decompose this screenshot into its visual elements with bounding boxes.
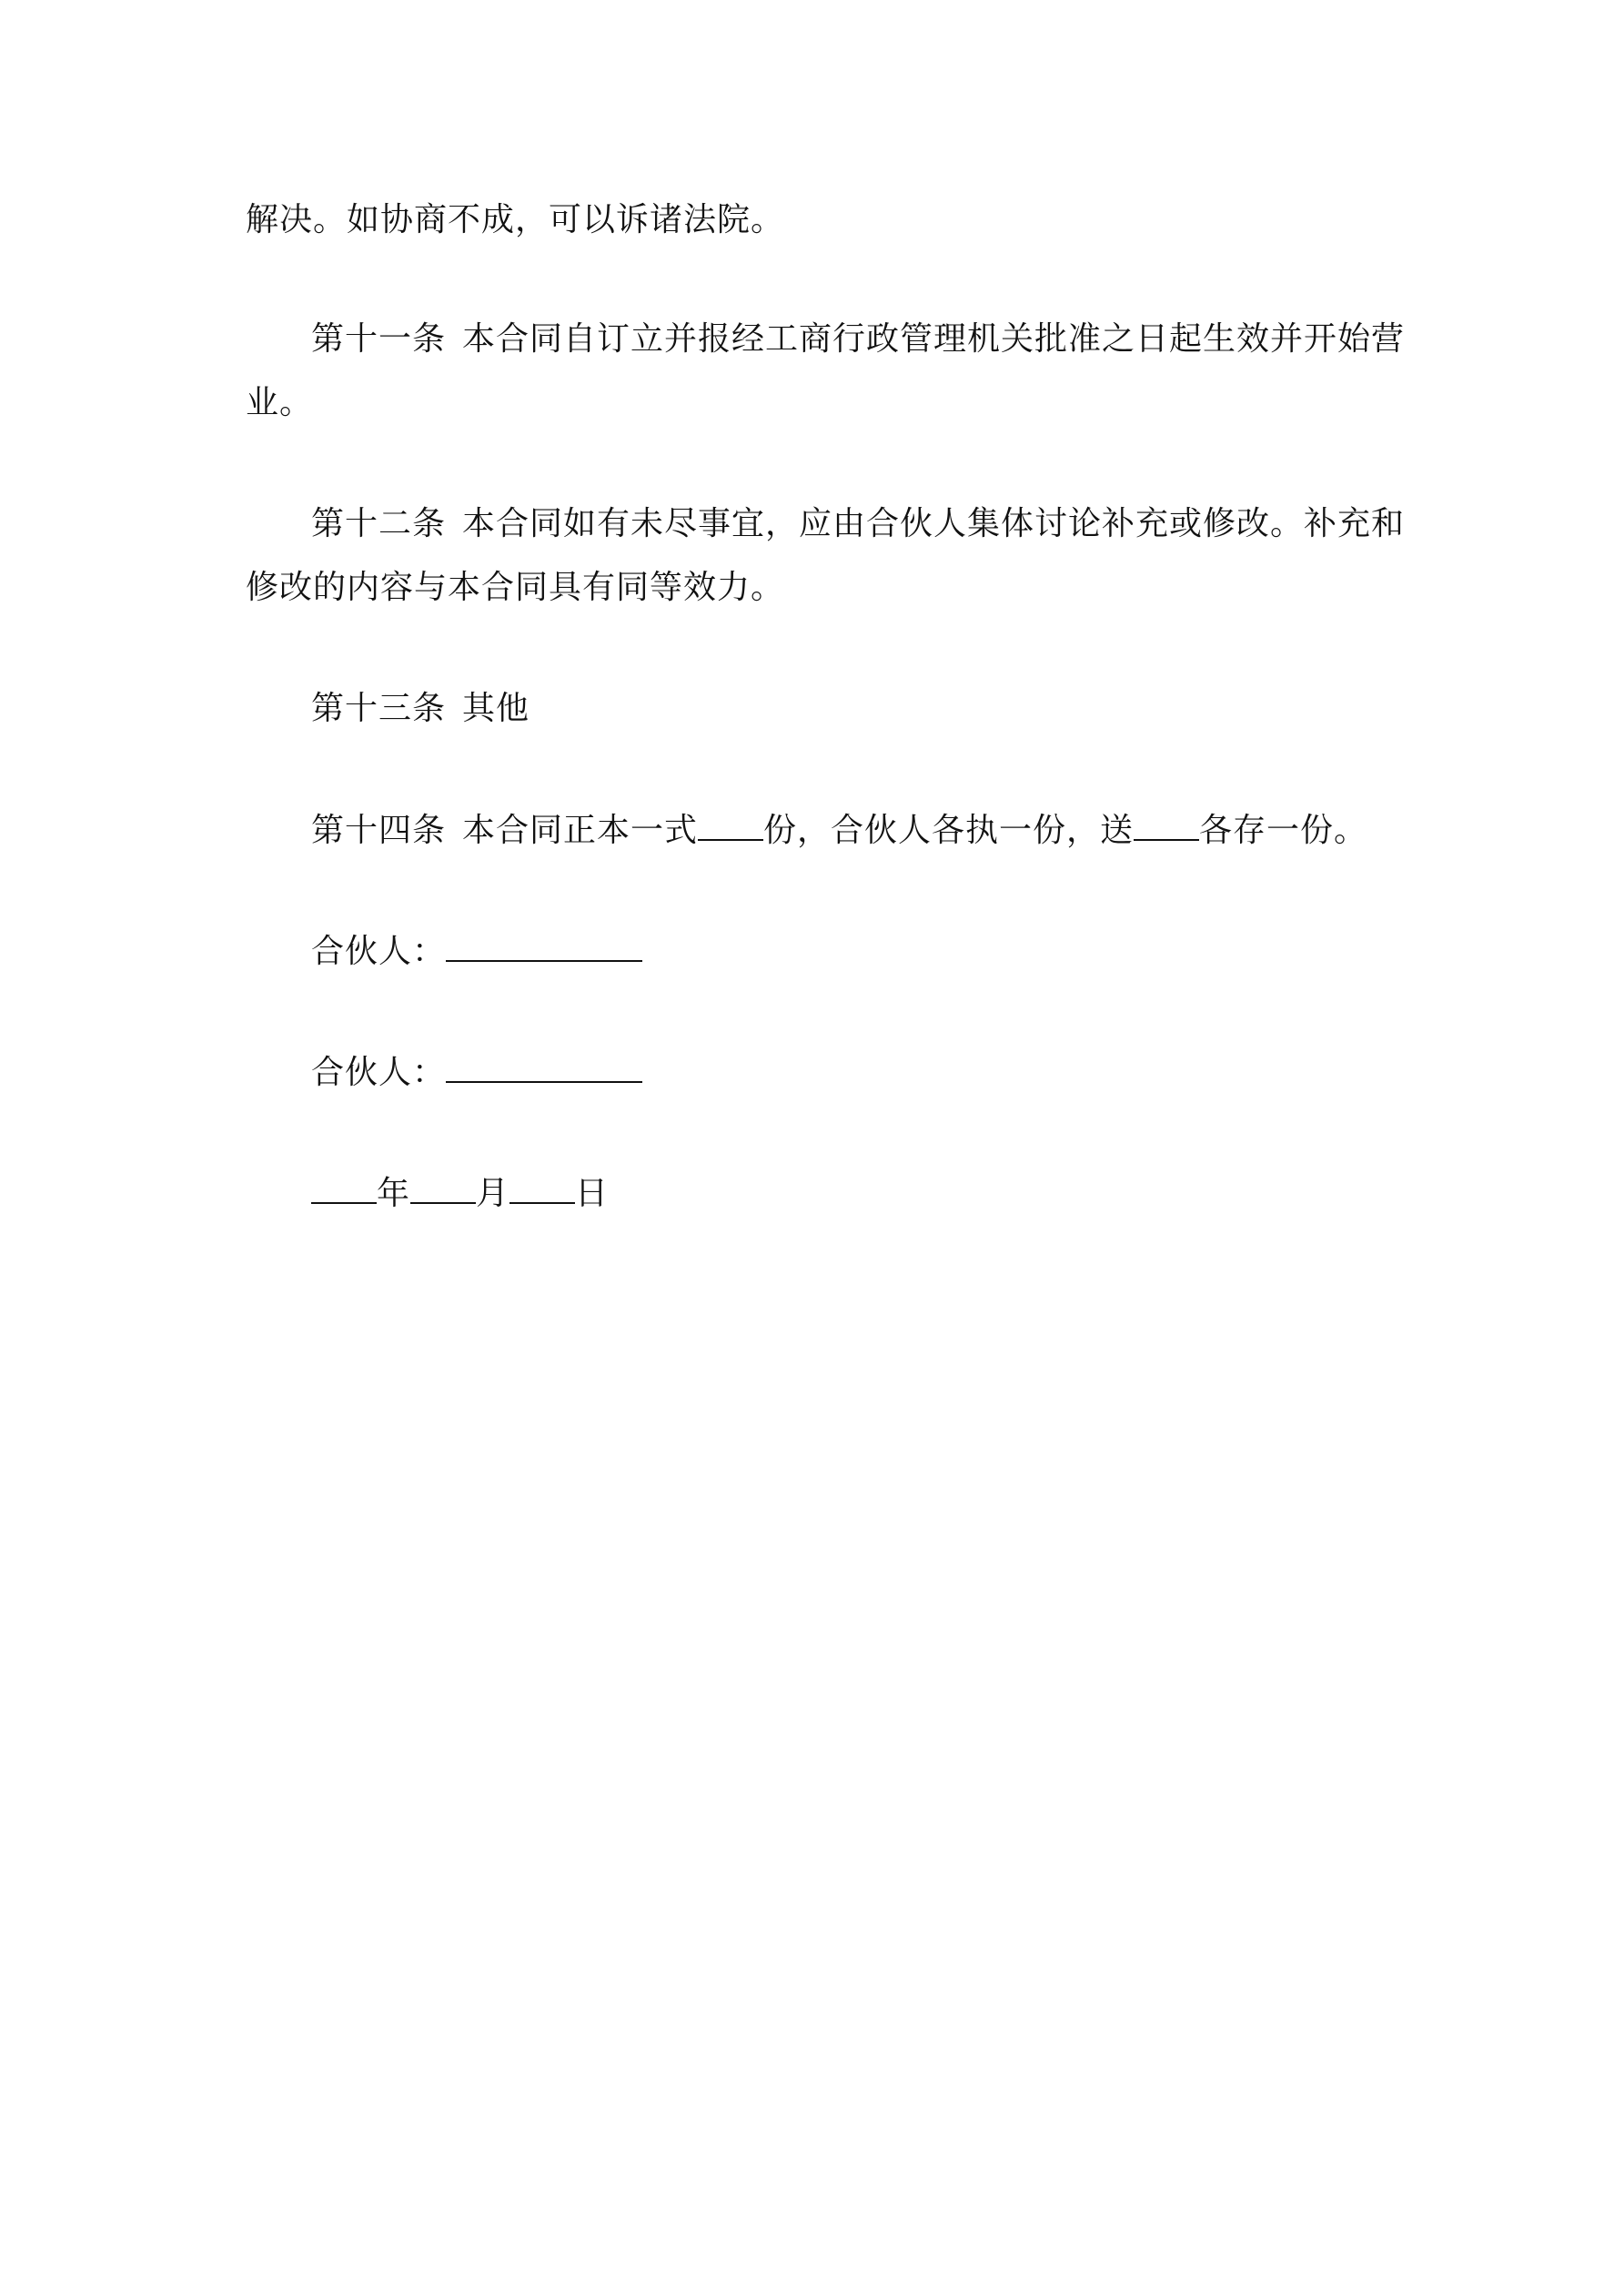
article-11-line2: 业。 xyxy=(246,384,314,421)
article-14-part2: 份，合伙人各执一份，送 xyxy=(763,812,1135,849)
recipient-blank xyxy=(1134,812,1199,841)
article-12-line1: 本合同如有未尽事宜，应由合伙人集体讨论补充或修改。补充和 xyxy=(462,505,1406,542)
article-12 xyxy=(311,506,1448,542)
article-12-heading: 第十二条 xyxy=(311,505,447,542)
partner-label: 合伙人： xyxy=(311,933,447,970)
article-14 xyxy=(311,812,1448,849)
article-11-continued xyxy=(246,385,1383,421)
year-blank xyxy=(311,1175,377,1204)
month-label: 月 xyxy=(476,1175,510,1212)
article-14-part1: 本合同正本一式 xyxy=(462,812,699,849)
paragraph-continuation xyxy=(246,202,1383,238)
article-11-line1: 本合同自订立并报经工商行政管理机关批准之日起生效并开始营 xyxy=(462,320,1406,358)
signature-line-1 xyxy=(311,933,1448,970)
article-13-text: 其他 xyxy=(462,690,530,727)
article-13 xyxy=(311,691,1448,727)
article-11-heading: 第十一条 xyxy=(311,320,447,358)
article-12-line2: 修改的内容与本合同具有同等效力。 xyxy=(246,569,785,606)
date-line xyxy=(311,1175,1448,1212)
partner-label: 合伙人： xyxy=(311,1054,447,1091)
article-13-heading: 第十三条 xyxy=(311,690,447,727)
article-12-continued xyxy=(246,570,1383,606)
year-label: 年 xyxy=(377,1175,411,1212)
month-blank xyxy=(410,1175,476,1204)
continuation-text: 解决。如协商不成，可以诉诸法院。 xyxy=(246,201,785,238)
partner-signature-blank xyxy=(446,933,642,962)
article-11 xyxy=(311,321,1448,358)
article-14-part3: 各存一份。 xyxy=(1199,812,1368,849)
signature-line-2 xyxy=(311,1054,1448,1091)
partner-signature-blank xyxy=(446,1054,642,1083)
copies-blank xyxy=(698,812,763,841)
article-14-heading: 第十四条 xyxy=(311,812,447,849)
day-blank xyxy=(509,1175,575,1204)
day-label: 日 xyxy=(575,1175,610,1212)
